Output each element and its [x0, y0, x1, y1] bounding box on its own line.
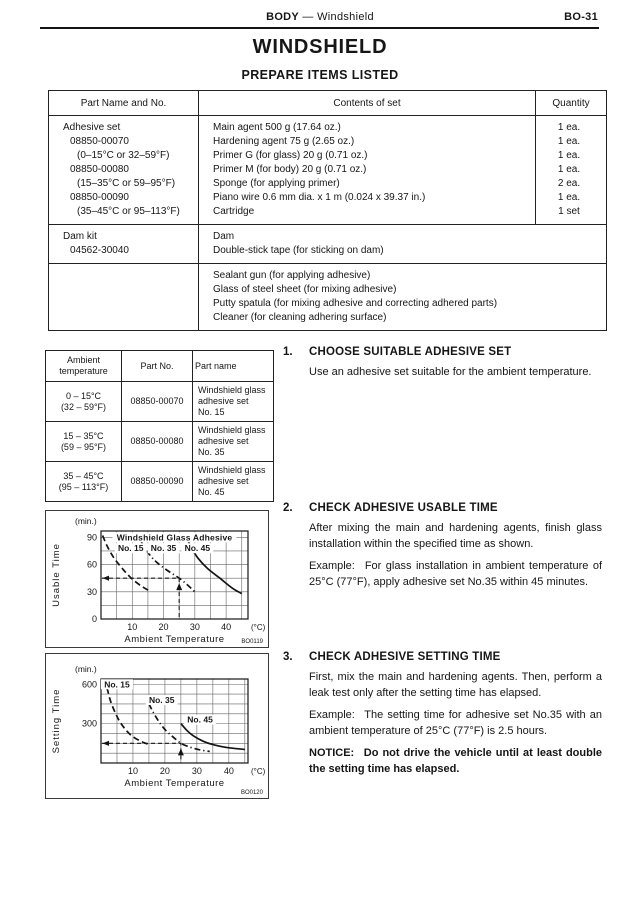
part-name-cell [49, 264, 199, 331]
content-line: Cleaner (for cleaning adhering surface) [213, 312, 387, 323]
y-tick-label: 60 [86, 559, 97, 570]
y-tick-label: 30 [86, 586, 97, 597]
x-tick-label: 40 [221, 622, 232, 632]
content-line: Primer G (for glass) 20 g (0.71 oz.) [213, 150, 368, 161]
step-2 [283, 502, 606, 590]
page-number: BO-31 [564, 11, 598, 23]
usable-time-chart [45, 510, 269, 648]
table-header-row [46, 351, 274, 382]
example-left-arrow [103, 741, 110, 746]
temperature-line: 15 – 35°C [63, 430, 104, 441]
temperature-cell [46, 382, 122, 422]
part-line: 04562-30040 [70, 245, 129, 256]
y-tick-label: 600 [81, 679, 97, 690]
content-line: Glass of steel sheet (for mixing adhesive) [213, 284, 397, 295]
part-line: (35–45°C or 95–113°F) [77, 206, 180, 217]
part-name-cell [193, 422, 274, 462]
running-header [0, 11, 640, 23]
quantity-line: 1 ea. [557, 150, 581, 161]
step-1 [283, 346, 602, 381]
part-line: (15–35°C or 59–95°F) [77, 178, 176, 189]
step-paragraph: Example: For glass installation in ambient temperature of 25°C (77°F), apply adhesive set No.35 within 45 minutes. [309, 560, 606, 588]
x-axis-title: Ambient Temperature [124, 778, 225, 789]
y-unit-label: (min.) [75, 664, 97, 674]
curve-no-35 [149, 704, 210, 752]
series-label: No. 15 [104, 679, 130, 690]
column-header: Quantity [536, 91, 607, 116]
x-tick-label: 30 [191, 766, 202, 776]
figure-code: BO0120 [240, 790, 263, 796]
quantity-cell [536, 116, 607, 225]
part-line: Dam kit [63, 231, 97, 242]
part-line: Adhesive set [63, 122, 121, 133]
table-header-row [49, 91, 607, 116]
part-line: 08850-00080 [70, 164, 129, 175]
x-tick-label: 20 [159, 766, 170, 776]
adhesive-selection-table [45, 350, 274, 502]
column-header [46, 351, 122, 382]
part-number-cell: 08850-00090 [122, 462, 193, 502]
y-unit-label: (min.) [75, 516, 97, 526]
content-line: Cartridge [213, 206, 255, 217]
content-line: Primer M (for body) 20 g (0.71 oz.) [213, 164, 367, 175]
x-axis-title: Ambient Temperature [124, 634, 225, 645]
quantity-line: 1 ea. [557, 164, 581, 175]
column-header [122, 351, 193, 382]
plot-border [101, 679, 248, 763]
part-line: (0–15°C or 32–59°F) [77, 150, 170, 161]
step-number: 1. [283, 346, 293, 358]
quantity-line: 1 set [558, 206, 580, 217]
example-up-arrow [178, 748, 184, 755]
x-tick-label: 30 [189, 622, 200, 632]
y-tick-label: 90 [86, 532, 97, 543]
column-header [193, 351, 274, 382]
header-subsection: Windshield [317, 11, 374, 23]
part-name-cell [49, 225, 199, 264]
series-label: No. 35 [150, 543, 177, 554]
step-heading: CHECK ADHESIVE SETTING TIME [309, 651, 501, 663]
header-rule [40, 27, 599, 29]
page-title: WINDSHIELD [252, 36, 388, 58]
column-header: Contents of set [199, 91, 536, 116]
part-number-cell: 08850-00070 [122, 382, 193, 422]
notice-text: NOTICE: Do not drive the vehicle until at least double the setting time has elapsed. [309, 747, 606, 775]
part-line: 08850-00070 [70, 136, 129, 147]
y-tick-label: 0 [91, 614, 97, 624]
part-name-line: Windshield glass [198, 425, 266, 435]
part-name-cell [49, 116, 199, 225]
x-unit-label: (°C) [251, 767, 266, 776]
header-line: Ambient [66, 355, 101, 365]
figure-code: BO0119 [241, 639, 263, 645]
step-heading: CHECK ADHESIVE USABLE TIME [309, 502, 498, 514]
temperature-line: (32 – 59°F) [60, 401, 107, 412]
y-tick-label: 300 [81, 718, 97, 729]
table-row [49, 264, 607, 331]
step-paragraph: After mixing the main and hardening agents, finish glass installation within the specified time as shown. [309, 522, 606, 550]
series-label: No. 45 [184, 543, 211, 554]
content-line: Dam [213, 231, 235, 242]
x-tick-label: 10 [127, 766, 138, 776]
quantity-line: 1 ea. [557, 122, 581, 133]
temperature-cell [46, 462, 122, 502]
header-section-bold: BODY [266, 11, 300, 23]
grid-lines [101, 679, 248, 763]
content-line: Sealant gun (for applying adhesive) [213, 270, 371, 281]
table-row [46, 462, 274, 502]
table-row [46, 422, 274, 462]
table-row [49, 116, 607, 225]
part-name-line: adhesive set [198, 396, 249, 406]
header-dash: — [302, 11, 314, 23]
content-line: Double-stick tape (for sticking on dam) [213, 245, 384, 256]
part-name-cell [193, 382, 274, 422]
contents-cell [199, 116, 536, 225]
content-line: Hardening agent 75 g (2.65 oz.) [213, 136, 355, 147]
content-line: Piano wire 0.6 mm dia. x 1 m (0.024 x 39.37 in.) [213, 192, 426, 203]
step-number: 2. [283, 502, 293, 514]
page-subtitle: PREPARE ITEMS LISTED [241, 68, 399, 82]
temperature-line: (59 – 95°F) [60, 441, 107, 452]
content-line: Sponge (for applying primer) [213, 178, 340, 189]
part-name-line: adhesive set [198, 436, 249, 446]
step-paragraph: Use an adhesive set suitable for the ambient temperature. [309, 366, 592, 378]
step-3 [283, 651, 606, 777]
chart-title: Windshield Glass Adhesive [116, 532, 233, 543]
example-guide-line [102, 578, 179, 619]
series-label: No. 35 [148, 695, 175, 705]
quantity-line: 1 ea. [557, 192, 581, 203]
chart-svg [46, 654, 268, 798]
part-name-line: No. 35 [198, 447, 225, 457]
temperature-line: (95 – 113°F) [58, 481, 109, 492]
quantity-line: 2 ea. [557, 178, 581, 189]
chart-svg [46, 511, 268, 647]
part-name-line: No. 45 [198, 487, 225, 497]
table-row [46, 382, 274, 422]
step-number: 3. [283, 651, 293, 663]
setting-time-chart [45, 653, 269, 799]
part-number-cell: 08850-00080 [122, 422, 193, 462]
part-name-line: Windshield glass [198, 465, 266, 475]
example-up-arrow [176, 583, 182, 590]
prepare-items-table [48, 90, 607, 331]
part-name-line: No. 15 [198, 407, 225, 417]
part-line: 08850-00090 [70, 192, 129, 203]
header-line: temperature [59, 366, 108, 376]
header-line: Part No. [140, 360, 174, 371]
step-paragraph: First, mix the main and hardening agents. Then, perform a leak test only after the setting time has elapsed. [309, 671, 606, 699]
table-row [49, 225, 607, 264]
series-label: No. 15 [117, 543, 144, 554]
temperature-cell [46, 422, 122, 462]
content-line: Putty spatula (for mixing adhesive and correcting adhered parts) [213, 298, 498, 309]
header-line: Part name [195, 360, 237, 371]
x-tick-label: 20 [158, 622, 169, 632]
part-name-cell [193, 462, 274, 502]
y-axis-title: Setting Time [51, 688, 62, 754]
part-name-line: adhesive set [198, 476, 249, 486]
quantity-line: 1 ea. [557, 136, 581, 147]
example-left-arrow [103, 576, 110, 581]
x-tick-label: 40 [223, 766, 234, 776]
series-label: No. 45 [187, 714, 213, 725]
part-name-line: Windshield glass [198, 385, 266, 395]
column-header: Part Name and No. [49, 91, 199, 116]
step-heading: CHOOSE SUITABLE ADHESIVE SET [309, 346, 512, 358]
step-paragraph: Example: The setting time for adhesive set No.35 with an ambient temperature of 25°C (77°F) is 2.5 hours. [309, 709, 606, 737]
temperature-line: 0 – 15°C [65, 390, 102, 401]
y-axis-title: Usable Time [51, 543, 62, 607]
content-line: Main agent 500 g (17.64 oz.) [213, 122, 341, 133]
temperature-line: 35 – 45°C [63, 470, 104, 481]
contents-cell [199, 264, 607, 331]
x-tick-label: 10 [127, 622, 138, 632]
x-unit-label: (°C) [251, 623, 266, 632]
contents-cell [199, 225, 607, 264]
